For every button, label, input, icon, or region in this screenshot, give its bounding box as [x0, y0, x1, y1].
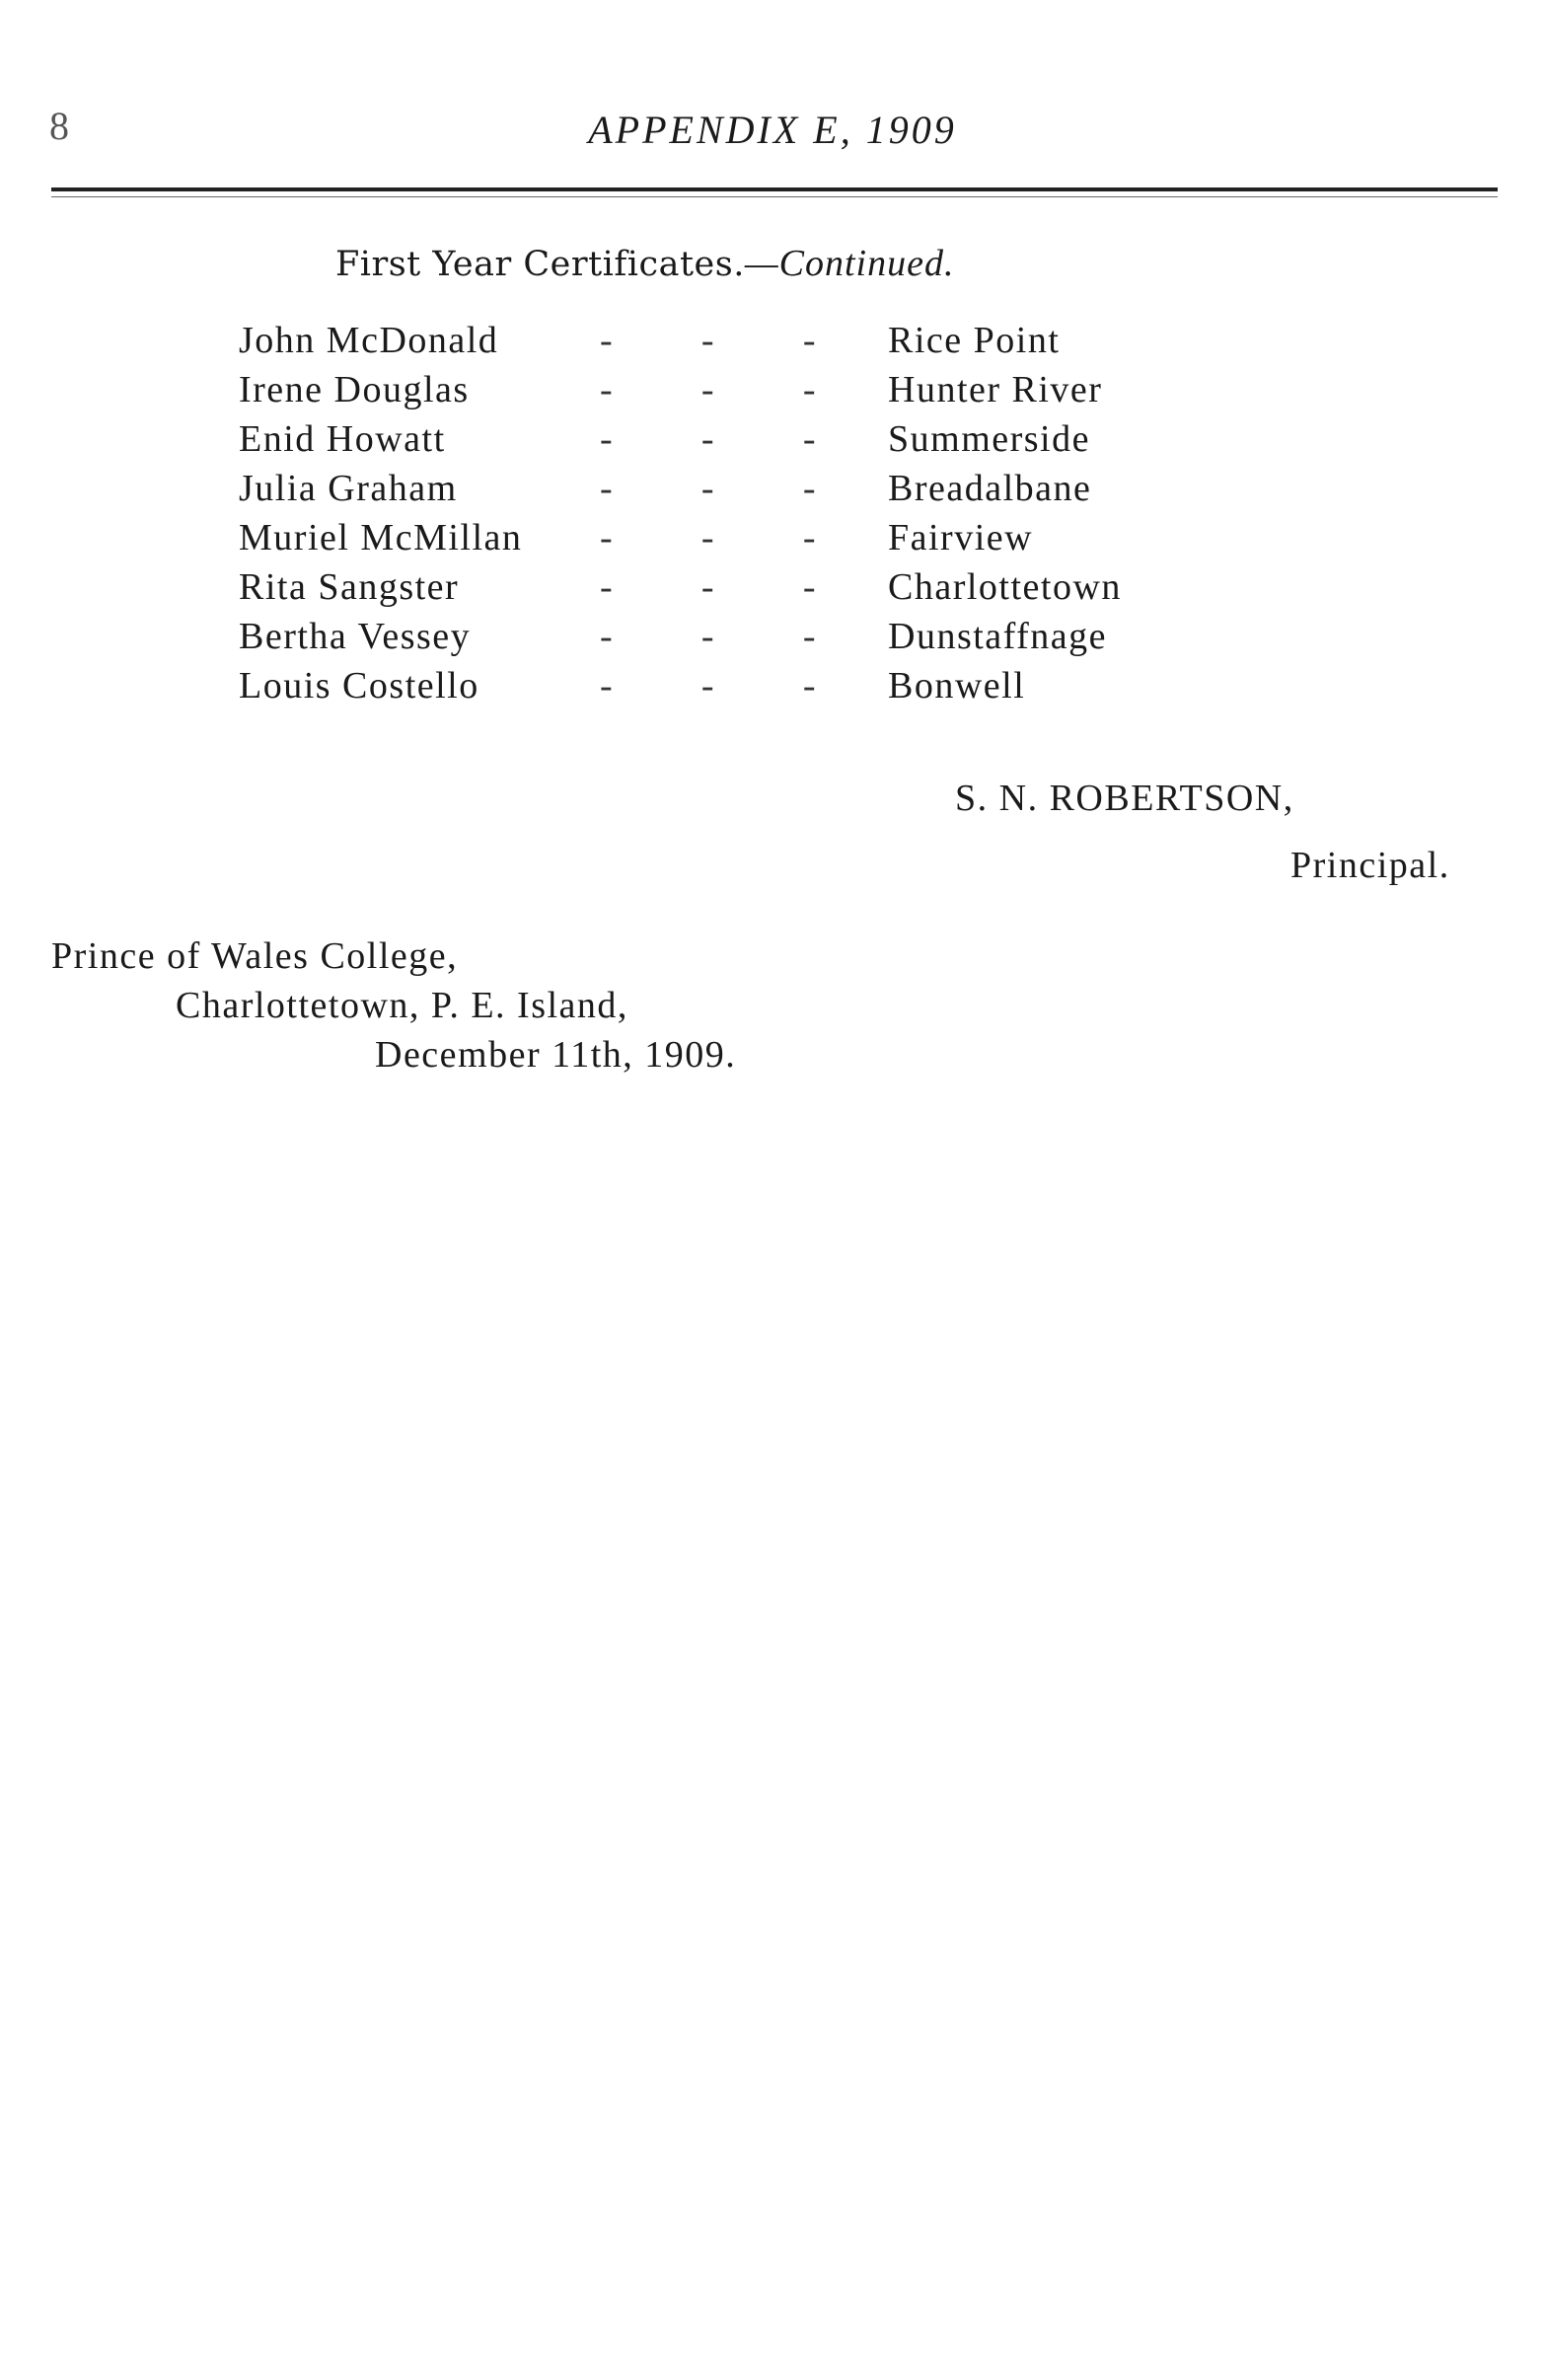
student-name: Rita Sangster	[239, 566, 460, 608]
signature-name: S. N. ROBERTSON,	[955, 778, 1294, 819]
certificate-list	[0, 316, 1545, 710]
certificate-row	[0, 513, 1545, 562]
dot-leader: - - -	[600, 468, 817, 509]
section-continued: —Continued.	[744, 243, 955, 284]
certificate-row	[0, 562, 1545, 612]
student-name: Muriel McMillan	[239, 517, 523, 558]
certificate-row	[0, 316, 1545, 365]
certificate-row	[0, 464, 1545, 513]
student-name: Irene Douglas	[239, 369, 470, 410]
student-place: Dunstaffnage	[888, 616, 1108, 657]
signature-title: Principal.	[1290, 845, 1450, 886]
certificate-row	[0, 661, 1545, 710]
dot-leader: - - -	[600, 665, 817, 707]
dot-leader: - - -	[600, 369, 817, 410]
address-line-town: Charlottetown, P. E. Island,	[176, 985, 628, 1026]
student-place: Breadalbane	[888, 468, 1092, 509]
student-place: Fairview	[888, 517, 1034, 558]
running-head: APPENDIX E, 1909	[588, 108, 957, 152]
student-name: Enid Howatt	[239, 418, 446, 460]
dot-leader: - - -	[600, 418, 817, 460]
dot-leader: - - -	[600, 320, 817, 361]
student-name: Louis Costello	[239, 665, 479, 707]
dot-leader: - - -	[600, 616, 817, 657]
address-line-date: December 11th, 1909.	[375, 1034, 737, 1076]
student-place: Summerside	[888, 418, 1090, 460]
section-title: First Year Certificates.	[335, 245, 745, 284]
dot-leader: - - -	[600, 566, 817, 608]
student-name: Bertha Vessey	[239, 616, 472, 657]
student-place: Rice Point	[888, 320, 1061, 361]
student-name: Julia Graham	[239, 468, 458, 509]
header-rule-thick	[51, 187, 1498, 191]
certificate-row	[0, 612, 1545, 661]
student-place: Hunter River	[888, 369, 1103, 410]
student-place: Charlottetown	[888, 566, 1122, 608]
student-name: John McDonald	[239, 320, 499, 361]
certificate-row	[0, 414, 1545, 464]
page-number: 8	[49, 104, 69, 148]
certificate-row	[0, 365, 1545, 414]
student-place: Bonwell	[888, 665, 1026, 707]
header-rule-thin	[51, 196, 1498, 197]
dot-leader: - - -	[600, 517, 817, 558]
address-line-college: Prince of Wales College,	[51, 935, 459, 977]
section-heading	[335, 245, 954, 282]
